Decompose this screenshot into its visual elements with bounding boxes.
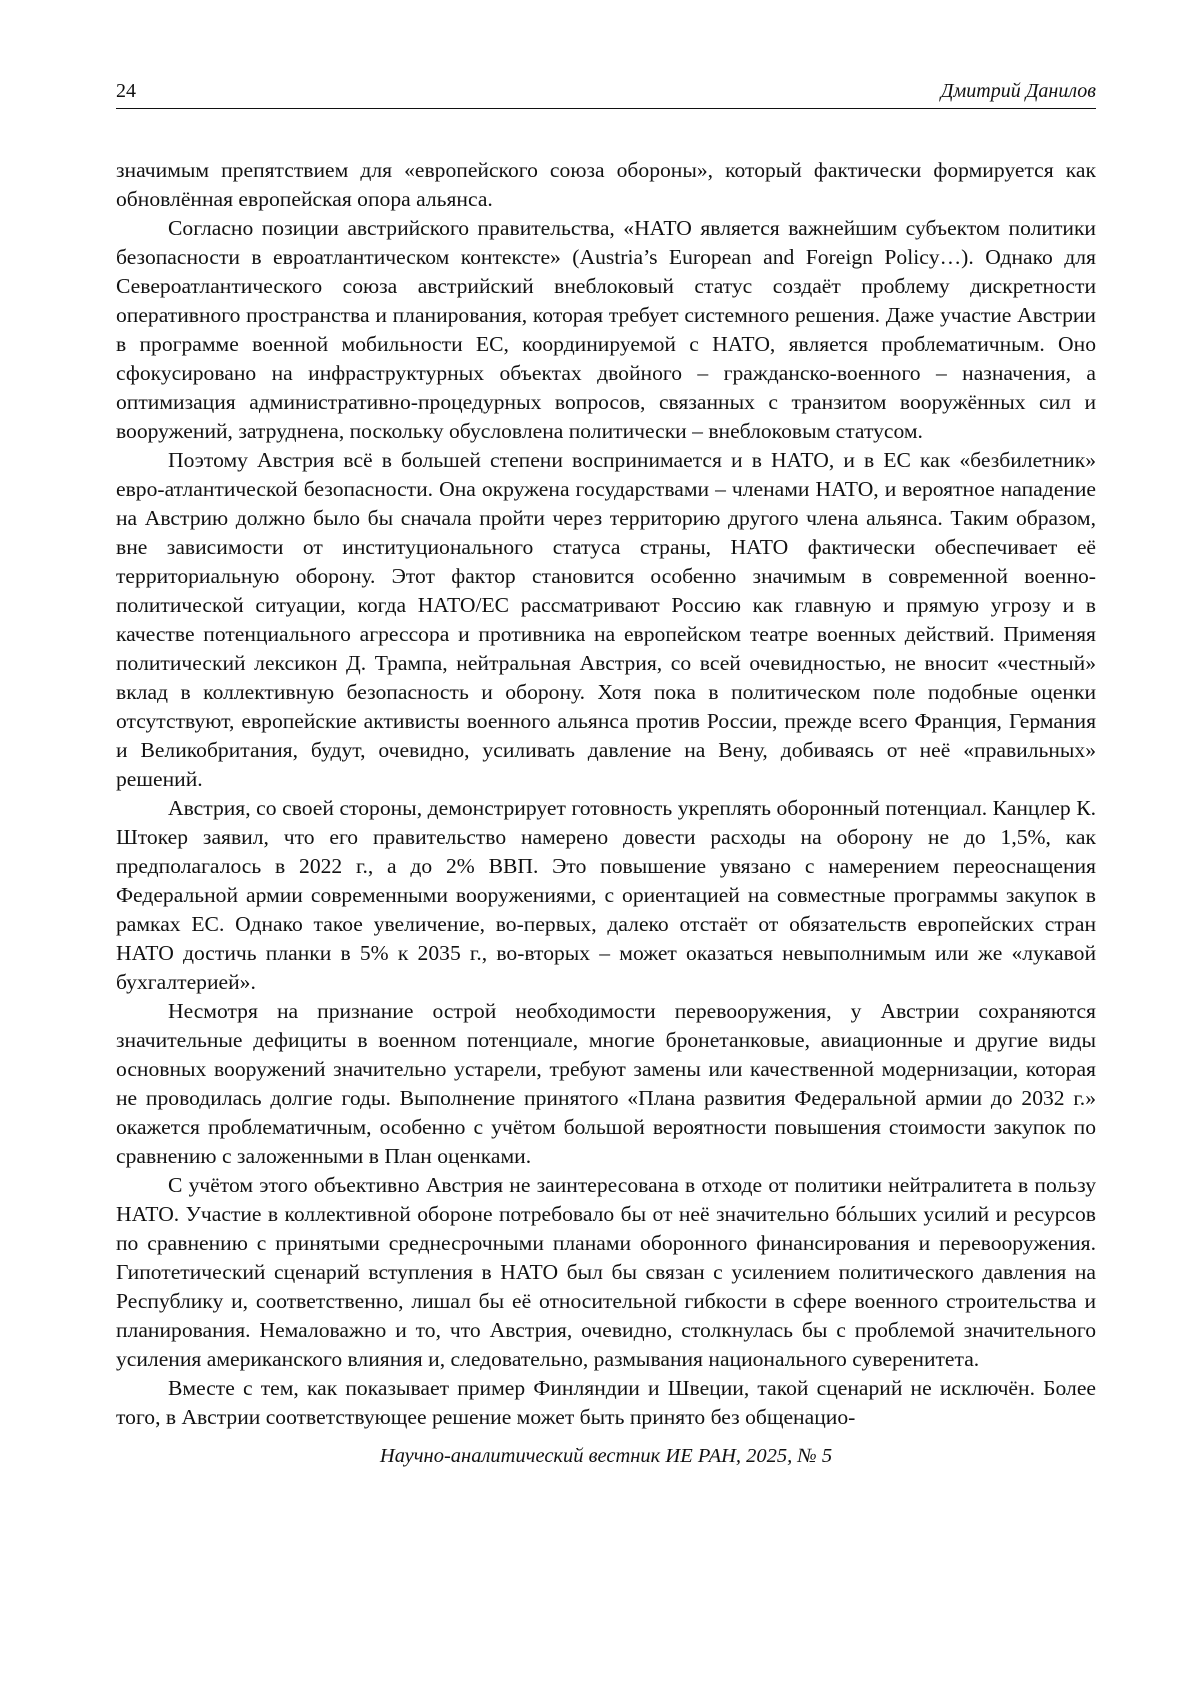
page-number: 24 bbox=[116, 80, 136, 102]
article-body bbox=[116, 156, 1096, 1432]
paragraph: Австрия, со своей стороны, демонстрирует готовность укреплять оборонный потенциал. Канцлер К. Штокер заявил, что его правительство намерено довести расходы на оборону не до 1,5%, как предполагалось в 2022 г., а до 2% ВВП. Это повышение увязано с намерением переоснащения Федеральной армии современными вооружениями, с ориентацией на совместные программы закупок в рамках ЕС. Однако такое увеличение, во-первых, далеко отстаёт от обязательств европейских стран НАТО достичь планки в 5% к 2035 г., во-вторых – может оказаться невыполнимым или же «лукавой бухгалтерией». bbox=[116, 796, 1096, 994]
paragraph: Вместе с тем, как показывает пример Финляндии и Швеции, такой сценарий не исключён. Более того, в Австрии соответствующее решение может быть принято без общенацио- bbox=[116, 1376, 1096, 1429]
paragraph: Несмотря на признание острой необходимости перевооружения, у Австрии сохраняются значительные дефициты в военном потенциале, многие бронетанковые, авиационные и другие виды основных вооружений значительно устарели, требуют замены или качественной модернизации, которая не проводилась долгие годы. Выполнение принятого «Плана развития Федеральной армии до 2032 г.» окажется проблематичным, особенно с учётом большой вероятности повышения стоимости закупок по сравнению с заложенными в План оценками. bbox=[116, 999, 1096, 1168]
paragraph: Поэтому Австрия всё в большей степени воспринимается и в НАТО, и в ЕС как «безбилетник» евро-атлантической безопасности. Она окружена государствами – членами НАТО, и вероятное нападение на Австрию должно было бы сначала пройти через территорию другого члена альянса. Таким образом, вне зависимости от институционального статуса страны, НАТО фактически обеспечивает её территориальную оборону. Этот фактор становится особенно значимым в современной военно-политической ситуации, когда НАТО/ЕС рассматривают Россию как главную и прямую угрозу и в качестве потенциального агрессора и противника на европейском театре военных действий. Применяя политический лексикон Д. Трампа, нейтральная Австрия, со всей очевидностью, не вносит «честный» вклад в коллективную безопасность и оборону. Хотя пока в политическом поле подобные оценки отсутствуют, европейские активисты военного альянса против России, прежде всего Франция, Германия и Великобритания, будут, очевидно, усиливать давление на Вену, добиваясь от неё «правильных» решений. bbox=[116, 448, 1096, 791]
running-head bbox=[116, 78, 1096, 109]
journal-footer: Научно-аналитический вестник ИЕ РАН, 2025, № 5 bbox=[379, 1445, 833, 1467]
paragraph: значимым препятствием для «европейского союза обороны», который фактически формируется как обновлённая европейская опора альянса. bbox=[116, 158, 1096, 211]
author-name: Дмитрий Данилов bbox=[940, 80, 1096, 102]
paragraph: С учётом этого объективно Австрия не заинтересована в отходе от политики нейтралитета в пользу НАТО. Участие в коллективной обороне потребовало бы от неё значительно бóльших усилий и ресурсов по сравнению с принятыми среднесрочными планами оборонного финансирования и перевооружения. Гипотетический сценарий вступления в НАТО был бы связан с усилением политического давления на Республику и, соответственно, лишал бы её относительной гибкости в сфере военного строительства и планирования. Немаловажно и то, что Австрия, очевидно, столкнулась бы с проблемой значительного усиления американского влияния и, следовательно, размывания национального суверенитета. bbox=[116, 1173, 1096, 1371]
paragraph: Согласно позиции австрийского правительства, «НАТО является важнейшим субъектом политики безопасности в евроатлантическом контексте» (Austria’s European and Foreign Policy…). Однако для Североатлантического союза австрийский внеблоковый статус создаёт проблему дискретности оперативного пространства и планирования, которая требует системного решения. Даже участие Австрии в программе военной мобильности ЕС, координируемой с НАТО, является проблематичным. Оно сфокусировано на инфраструктурных объектах двойного – гражданско-военного – назначения, а оптимизация административно-процедурных вопросов, связанных с транзитом вооружённых сил и вооружений, затруднена, поскольку обусловлена политически – внеблоковым статусом. bbox=[116, 216, 1096, 443]
journal-page bbox=[116, 78, 1096, 1618]
